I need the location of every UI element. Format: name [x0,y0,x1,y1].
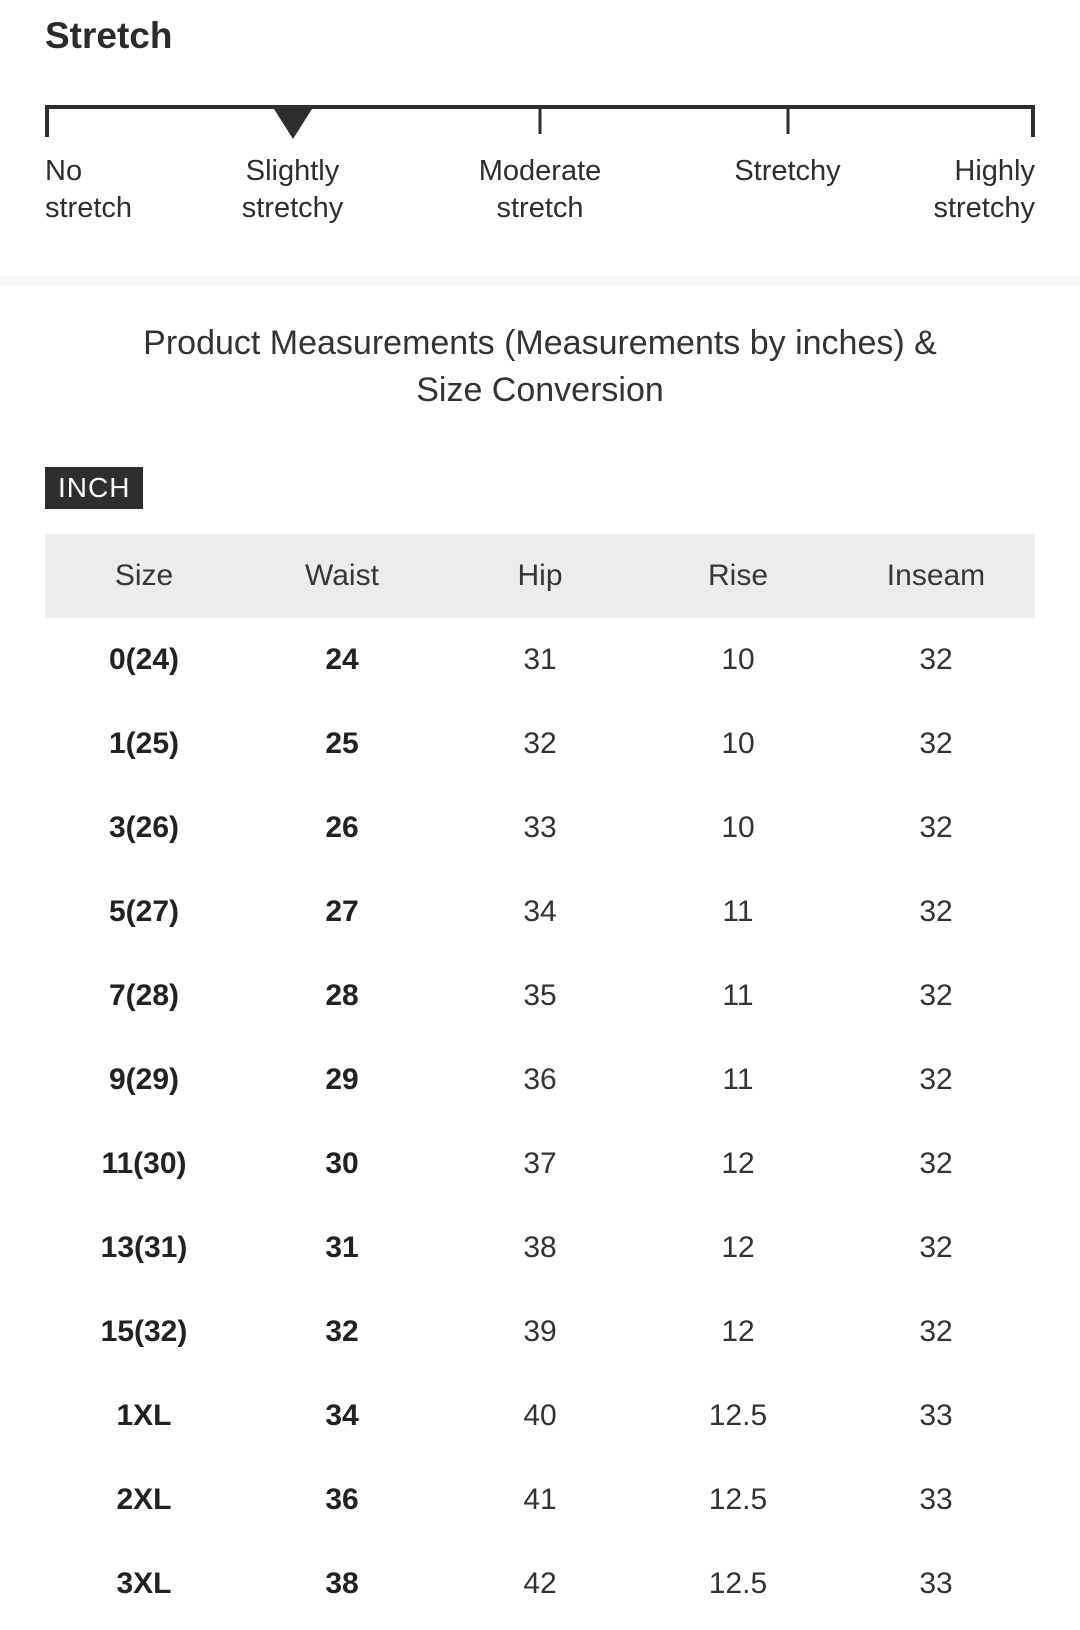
measurement-cell: 11 [639,954,837,1038]
measurement-cell: 34 [243,1374,441,1458]
measurement-cell: 10 [639,786,837,870]
measurement-cell: 38 [441,1206,639,1290]
table-row [45,702,1035,786]
table-row [45,1038,1035,1122]
measurement-cell: 32 [837,702,1035,786]
measurements-title: Product Measurements (Measurements by inches) & Size Conversion [143,324,937,409]
unit-badge-row [45,467,1035,509]
measurement-cell: 33 [837,1542,1035,1626]
table-row [45,954,1035,1038]
measurement-cell: 38 [243,1542,441,1626]
size-measurements-table [45,534,1035,1626]
measurement-cell: 40 [441,1374,639,1458]
measurement-cell: 12 [639,1122,837,1206]
column-header-size: Size [45,534,243,618]
measurement-cell: 33 [441,786,639,870]
size-cell: 1XL [45,1374,243,1458]
table-row [45,1122,1035,1206]
measurement-cell: 35 [441,954,639,1038]
unit-inch-badge[interactable]: INCH [45,467,143,509]
stretch-scale [45,105,1035,137]
measurement-cell: 24 [243,618,441,702]
stretch-level-label: Stretchy [734,155,841,187]
size-cell: 13(31) [45,1206,243,1290]
column-header-rise: Rise [639,534,837,618]
size-cell: 7(28) [45,954,243,1038]
size-cell: 3XL [45,1542,243,1626]
measurement-cell: 31 [441,618,639,702]
table-header-row [45,534,1035,618]
measurement-cell: 32 [837,786,1035,870]
measurement-cell: 29 [243,1038,441,1122]
size-cell: 9(29) [45,1038,243,1122]
stretch-level-label: Moderate stretch [478,155,602,224]
measurement-cell: 10 [639,702,837,786]
size-cell: 0(24) [45,618,243,702]
table-row [45,1458,1035,1542]
measurement-cell: 34 [441,870,639,954]
measurement-cell: 36 [243,1458,441,1542]
measurement-cell: 32 [837,870,1035,954]
measurement-cell: 25 [243,702,441,786]
measurement-cell: 32 [837,1038,1035,1122]
measurement-cell: 32 [837,954,1035,1038]
measurement-cell: 42 [441,1542,639,1626]
size-cell: 2XL [45,1458,243,1542]
measurement-cell: 33 [837,1458,1035,1542]
measurement-cell: 28 [243,954,441,1038]
table-row [45,870,1035,954]
table-row [45,1542,1035,1626]
column-header-waist: Waist [243,534,441,618]
measurement-cell: 32 [837,618,1035,702]
table-row [45,1374,1035,1458]
stretch-selected-marker-icon [274,109,312,139]
column-header-inseam: Inseam [837,534,1035,618]
size-cell: 11(30) [45,1122,243,1206]
stretch-scale-tick [45,109,49,137]
table-row [45,786,1035,870]
measurement-cell: 11 [639,870,837,954]
section-divider [0,276,1080,286]
measurement-cell: 12.5 [639,1458,837,1542]
measurement-cell: 37 [441,1122,639,1206]
measurement-cell: 11 [639,1038,837,1122]
measurement-cell: 12 [639,1290,837,1374]
measurements-section [0,320,1080,1626]
measurement-cell: 32 [837,1122,1035,1206]
measurement-cell: 30 [243,1122,441,1206]
stretch-level-label: No stretch [45,155,133,224]
measurement-cell: 39 [441,1290,639,1374]
measurement-cell: 41 [441,1458,639,1542]
stretch-scale-tick [539,109,542,134]
table-row [45,618,1035,702]
stretch-level-label: Slightly stretchy [241,155,344,224]
measurement-cell: 32 [243,1290,441,1374]
table-row [45,1290,1035,1374]
measurement-cell: 27 [243,870,441,954]
stretch-level-label: Highly stretchy [933,155,1035,224]
measurement-cell: 12.5 [639,1374,837,1458]
stretch-scale-tick [1031,109,1035,137]
size-cell: 1(25) [45,702,243,786]
measurement-cell: 36 [441,1038,639,1122]
measurement-cell: 31 [243,1206,441,1290]
stretch-scale-labels [45,153,1035,229]
size-cell: 5(27) [45,870,243,954]
stretch-scale-tick [786,109,789,134]
size-cell: 3(26) [45,786,243,870]
measurement-cell: 12.5 [639,1542,837,1626]
table-row [45,1206,1035,1290]
stretch-section [0,0,1080,229]
measurement-cell: 12 [639,1206,837,1290]
stretch-section-title: Stretch [45,15,173,56]
measurement-cell: 10 [639,618,837,702]
measurement-cell: 33 [837,1374,1035,1458]
measurement-cell: 32 [837,1206,1035,1290]
size-cell: 15(32) [45,1290,243,1374]
table-body [45,618,1035,1626]
column-header-hip: Hip [441,534,639,618]
measurement-cell: 32 [441,702,639,786]
measurement-cell: 32 [837,1290,1035,1374]
measurement-cell: 26 [243,786,441,870]
